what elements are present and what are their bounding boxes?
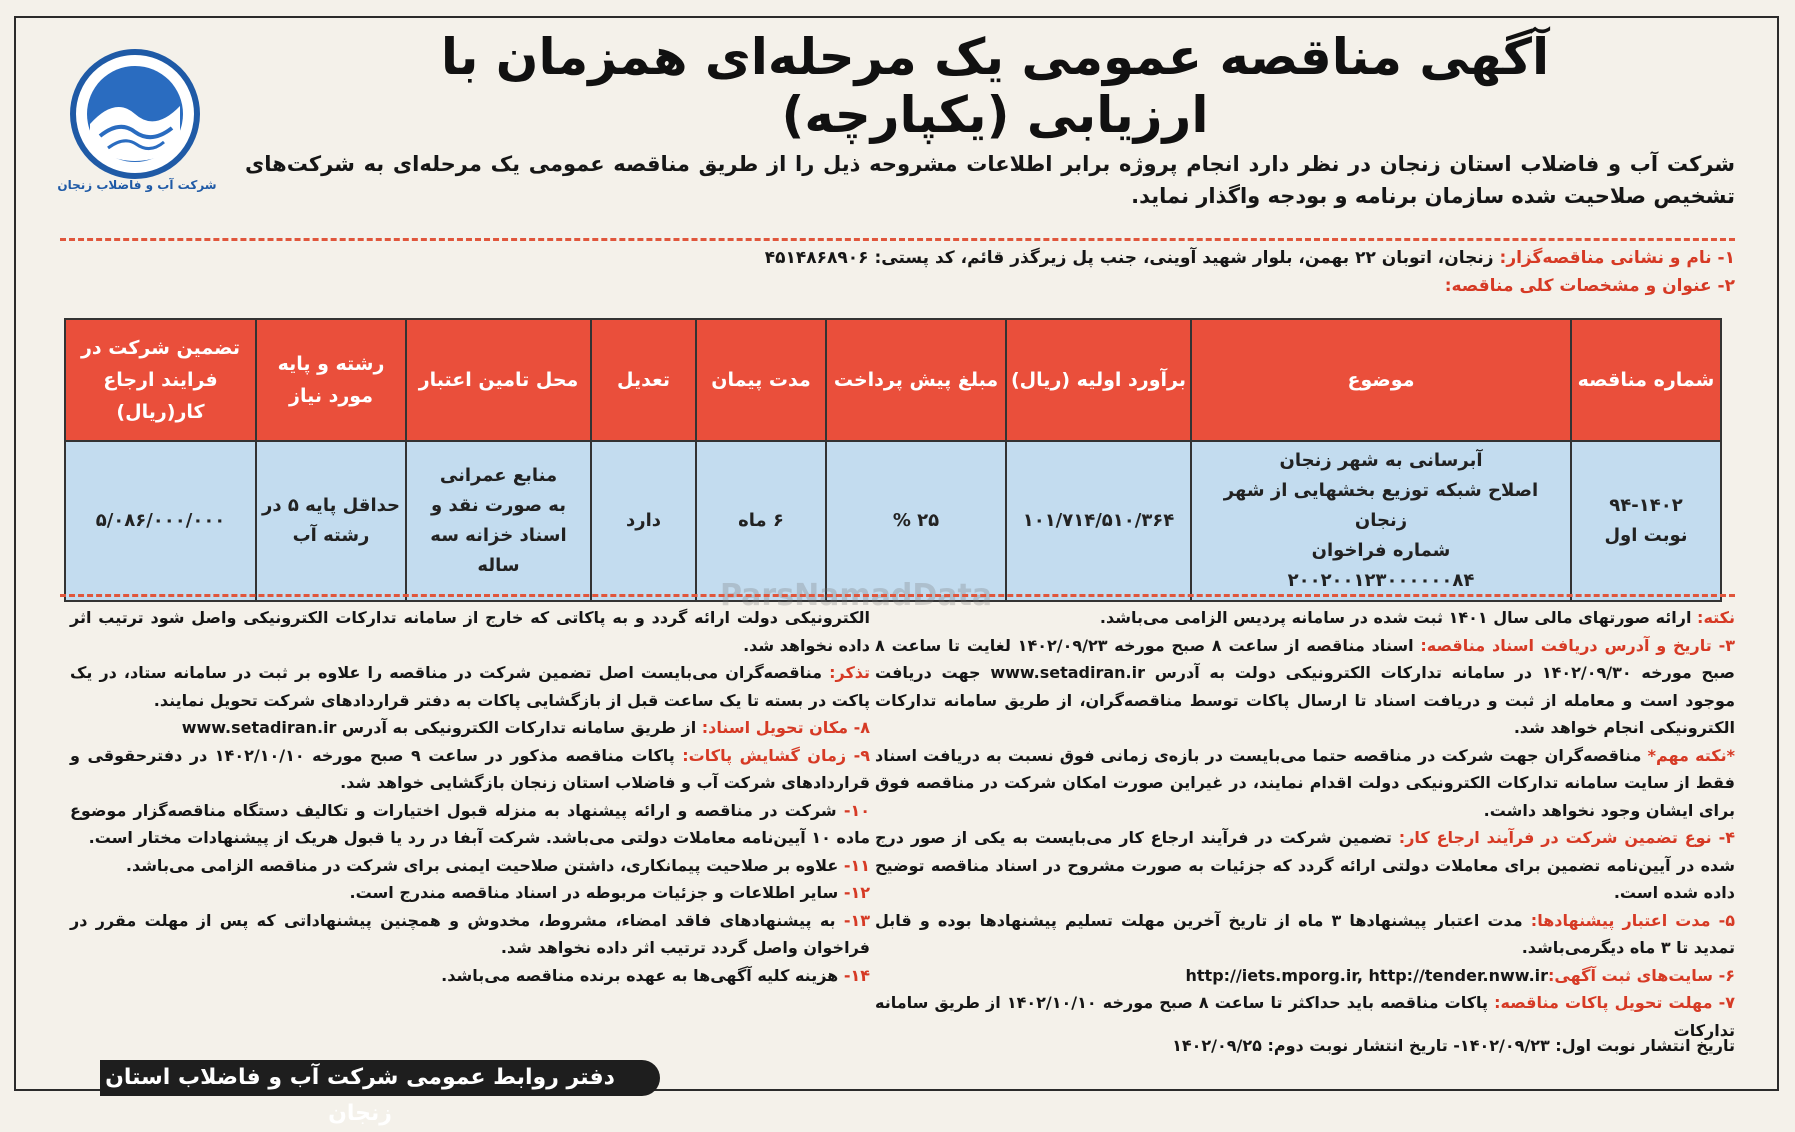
item-6-links[interactable]: http://iets.mporg.ir, http://tender.nww.ir [1185, 965, 1549, 985]
item-1 [765, 248, 1735, 268]
note-text: ارائه صورتهای مالی سال ۱۴۰۱ ثبت شده در سامانه پردیس الزامی می‌باشد. [1099, 608, 1698, 627]
cell-number-line: ۹۴-۱۴۰۲ [1609, 495, 1683, 516]
note-item [875, 604, 1735, 632]
header-grade: رشته و پایه مورد نیاز [256, 319, 406, 441]
reminder-text: مناقصه‌گران می‌بایست اصل تضمین شرکت در مناقصه را علاوه بر ثبت در سامانه ستاد، در یک پاکت در بسته تا یک ساعت قبل از بازگشایی پاکات به دفتر قراردادهای شرکت تحویل نمایند. [70, 663, 870, 710]
header-subject: موضوع [1191, 319, 1571, 441]
item-8 [70, 714, 870, 742]
item-9-text: پاکات مناقصه مذکور در ساعت ۹ صبح مورخه ۱۴۰۲/۱۰/۱۰ در دفترحقوقی و قراردادهای شرکت آب و فاضلاب استان زنجان بازگشایی خواهد شد. [70, 745, 870, 792]
item-7-text: پاکات مناقصه باید حداکثر تا ساعت ۸ صبح مورخه ۱۴۰۲/۱۰/۱۰ از طریق سامانه تدارکات [875, 993, 1735, 1040]
page-title: آگهی مناقصه عمومی یک مرحله‌ای همزمان با ارزیابی (یکپارچه) [440, 28, 1550, 144]
cell-funding-line: به صورت نقد و [431, 495, 566, 516]
item-13 [70, 907, 870, 962]
item-12-label: ۱۲- [843, 883, 870, 902]
item-7-label: ۷- مهلت تحویل پاکات مناقصه: [1494, 993, 1735, 1012]
cell-subject [1191, 441, 1571, 601]
item-1-text: زنجان، اتوبان ۲۲ بهمن، بلوار شهید آوینی، جنب پل زیرگذر قائم، کد پستی: ۴۵۱۴۸۶۸۹۰۶ [764, 248, 1500, 268]
cell-funding-line: منابع عمرانی [439, 465, 558, 486]
header-number: شماره مناقصه [1571, 319, 1721, 441]
conditions-left-column [70, 604, 870, 989]
tender-table [64, 318, 1722, 602]
table-header-row [65, 319, 1721, 441]
important-text: مناقصه‌گران جهت شرکت در مناقصه حتما می‌بایست در بازه‌ی زمانی فوق نسبت به دریافت اسناد فقط از سایت سامانه تدارکات الکترونیکی دولت اقدام نمایند، در غیراین صورت امکان شرکت در مناقصه فوق برای ایشان وجود نخواهد داشت. [875, 745, 1735, 820]
cell-subject-line: اصلاح شبکه توزیع بخشهایی از شهر زنجان [1223, 480, 1539, 531]
cell-estimate: ۱۰۱/۷۱۴/۵۱۰/۳۶۴ [1006, 441, 1191, 601]
divider-top [60, 238, 1735, 241]
cell-prepayment: ۲۵ % [826, 441, 1006, 601]
item-11 [70, 852, 870, 880]
item-14-label: ۱۴- [843, 965, 870, 985]
reminder-label: تذکر: [829, 663, 870, 682]
conditions-right-column [875, 604, 1735, 1044]
cell-funding-line: اسناد خزانه سه ساله [430, 525, 567, 576]
table-row [65, 441, 1721, 601]
footer-publisher: دفتر روابط عمومی شرکت آب و فاضلاب استان زنجان [105, 1065, 615, 1126]
item-13-label: ۱۳- [843, 910, 870, 930]
intro-paragraph: شرکت آب و فاضلاب استان زنجان در نظر دارد انجام پروژه برابر اطلاعات مشروحه ذیل را از طریق مناقصه عمومی یک مرحله‌ای به شرکت‌های تشخیص صلاحیت شده سازمان برنامه و بودجه واگذار نماید. [245, 152, 1735, 208]
item-3 [875, 632, 1735, 742]
cell-number [1571, 441, 1721, 601]
item-14 [70, 962, 870, 990]
publication-dates: تاریخ انتشار نوبت اول: ۱۴۰۲/۰۹/۲۳- تاریخ انتشار نوبت دوم: ۱۴۰۲/۰۹/۲۵ [1172, 1036, 1735, 1055]
item-3-label: ۳- تاریخ و آدرس دریافت اسناد مناقصه: [1420, 635, 1736, 655]
note-label: نکته: [1697, 608, 1735, 627]
item-4 [875, 824, 1735, 907]
logo-caption: شرکت آب و فاضلاب زنجان [57, 178, 217, 192]
item-10-label: ۱۰- [843, 800, 870, 820]
item-9-label: ۹- زمان گشایش پاکات: [682, 745, 870, 765]
item-3-text: اسناد مناقصه از ساعت ۸ صبح مورخه ۱۴۰۲/۰۹/۲۳ لغایت تا ساعت ۸ صبح مورخه ۱۴۰۲/۰۹/۳۰ در سامانه تدارکات الکترونیکی دولت به آدرس www.setadiran.ir جهت دریافت موجود است و معامله از ثبت و دریافت اسناد تا ارسال پاکات توسط مناقصه‌گران، از طریق سامانه تدارکات الکترونیکی انجام خواهد شد. [875, 635, 1735, 737]
item-10 [70, 797, 870, 852]
item-14-text: هزینه کلیه آگهی‌ها به عهده برنده مناقصه می‌باشد. [441, 965, 844, 985]
item-11-label: ۱۱- [843, 855, 870, 875]
water-company-logo-icon [60, 36, 210, 196]
header-estimate: برآورد اولیه (ریال) [1006, 319, 1191, 441]
cell-grade [256, 441, 406, 601]
cell-duration: ۶ ماه [696, 441, 826, 601]
item-12 [70, 879, 870, 907]
cell-grade-line: رشته آب [292, 525, 370, 546]
header-funding: محل تامین اعتبار [406, 319, 591, 441]
cell-subject-line: شماره فراخوان [1311, 540, 1451, 561]
item-6-label: ۶- سایت‌های ثبت آگهی: [1548, 965, 1735, 985]
cell-subject-line: آبرسانی به شهر زنجان [1279, 450, 1483, 471]
cell-guarantee: ۵/۰۸۶/۰۰۰/۰۰۰ [65, 441, 256, 601]
item-13-text: به پیشنهادهای فاقد امضاء، مشروط، مخدوش و همچنین پیشنهاداتی که پس از مهلت مقرر در فراخوان واصل گردد ترتیب اثر داده نخواهد شد. [70, 910, 870, 957]
item-9 [70, 742, 870, 797]
item-5-label: ۵- مدت اعتبار پیشنهادها: [1530, 910, 1736, 930]
cell-number-line: نوبت اول [1604, 525, 1688, 546]
header-prepayment: مبلغ پیش پرداخت [826, 319, 1006, 441]
header-adjustment: تعدیل [591, 319, 696, 441]
important-note [875, 742, 1735, 825]
cell-adjustment: دارد [591, 441, 696, 601]
item-11-text: علاوه بر صلاحیت پیمانکاری، داشتن صلاحیت ایمنی برای شرکت در مناقصه الزامی می‌باشد. [125, 855, 844, 875]
important-label: *نکته مهم* [1647, 745, 1735, 765]
reminder-item [70, 659, 870, 714]
watermark: ParsNamadData [720, 578, 993, 613]
divider-bottom [60, 594, 1735, 597]
cell-grade-line: حداقل پایه ۵ در [262, 495, 400, 516]
cell-subject-line: ۲۰۰۲۰۰۱۲۳۰۰۰۰۰۰۸۴ [1287, 570, 1475, 591]
header-duration: مدت پیمان [696, 319, 826, 441]
item-4-label: ۴- نوع تضمین شرکت در فرآیند ارجاع کار: [1398, 828, 1735, 847]
item-2 [1445, 276, 1735, 296]
item-8-label: ۸- مکان تحویل اسناد: [701, 718, 870, 737]
item-8-text: از طریق سامانه تدارکات الکترونیکی به آدرس www.setadiran.ir [181, 718, 702, 737]
item-6 [875, 962, 1735, 990]
item-5-text: مدت اعتبار پیشنهادها ۳ ماه از تاریخ آخرین مهلت تسلیم پیشنهادها بوده و قابل تمدید تا ۳ ماه دیگرمی‌باشد. [875, 910, 1735, 957]
header-guarantee: تضمین شرکت در فرایند ارجاع کار(ریال) [65, 319, 256, 441]
item-7-continued: الکترونیکی دولت ارائه گردد و به پاکاتی که خارج از سامانه تدارکات الکترونیکی واصل شود ترتیب اثر داده نخواهد شد. [70, 608, 870, 655]
item-12-text: سایر اطلاعات و جزئیات مربوطه در اسناد مناقصه مندرج است. [349, 883, 844, 902]
cell-funding [406, 441, 591, 601]
item-4-text: تضمین شرکت در فرآیند ارجاع کار می‌بایست به یکی از صور درج شده در آیین‌نامه تضمین برای معاملات دولتی ارائه گردد که جزئیات به صورت مشروح در اسناد مناقصه توضیح داده شده است. [875, 828, 1735, 902]
item-10-text: شرکت در مناقصه و ارائه پیشنهاد به منزله قبول اختیارات و تکالیف دستگاه مناقصه‌گزار موضوع ماده ۱۰ آیین‌نامه معاملات دولتی می‌باشد. شرکت آبفا در رد یا قبول هریک از پیشنهادات مختار است. [70, 800, 870, 847]
item-1-label: ۱- نام و نشانی مناقصه‌گزار: [1499, 248, 1735, 268]
item-5 [875, 907, 1735, 962]
item-2-label: ۲- عنوان و مشخصات کلی مناقصه: [1444, 276, 1735, 296]
